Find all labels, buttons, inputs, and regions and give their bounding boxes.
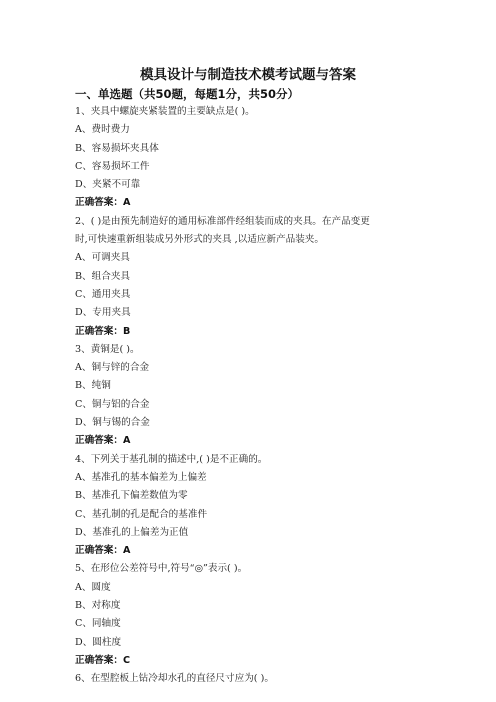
question-text: 6、在型腔板上钻冷却水孔的直径尺寸应为( )。 <box>75 673 274 685</box>
correct-answer: 正确答案：A <box>75 435 131 447</box>
answer-option: C、铜与铝的合金 <box>75 398 150 410</box>
question-text: 时,可快速重新组装成另外形式的夹具 ,以适应新产品装夹。 <box>75 234 324 246</box>
answer-option: B、基准孔下偏差数值为零 <box>75 490 188 502</box>
correct-answer: 正确答案：B <box>75 325 131 337</box>
answer-option: D、铜与锡的合金 <box>75 417 150 429</box>
answer-option: B、组合夹具 <box>75 270 131 282</box>
question-list <box>75 103 430 689</box>
answer-option: D、基准孔的上偏差为正值 <box>75 526 189 538</box>
correct-answer: 正确答案：A <box>75 545 131 557</box>
answer-option: C、容易损坏工件 <box>75 160 150 172</box>
answer-option: B、容易损坏夹具体 <box>75 142 159 154</box>
correct-answer: 正确答案：C <box>75 654 131 666</box>
correct-answer: 正确答案：A <box>75 197 131 209</box>
section-heading: 一、单选题（共50题，每题1分，共50分） <box>75 87 300 101</box>
question-text: 4、下列关于基孔制的描述中,( )是不正确的。 <box>75 453 268 465</box>
answer-option: B、纯铜 <box>75 380 111 392</box>
answer-option: C、基孔制的孔是配合的基准件 <box>75 508 208 520</box>
question-text: 5、在形位公差符号中,符号“◎”表示( )。 <box>75 563 248 575</box>
document-title: 模具设计与制造技术模考试题与答案 <box>140 67 356 83</box>
answer-option: A、圆度 <box>75 581 111 593</box>
answer-option: A、可调夹具 <box>75 252 130 264</box>
answer-option: B、对称度 <box>75 600 121 612</box>
answer-option: D、专用夹具 <box>75 307 131 319</box>
answer-option: D、圆柱度 <box>75 636 122 648</box>
question-text: 1、夹具中螺旋夹紧装置的主要缺点是( )。 <box>75 106 255 117</box>
question-text: 3、黄铜是( )。 <box>75 343 140 355</box>
answer-option: A、费时费力 <box>75 124 130 136</box>
answer-option: A、基准孔的基本偏差为上偏差 <box>75 471 207 483</box>
answer-option: D、夹紧不可靠 <box>75 179 141 191</box>
answer-option: A、铜与锌的合金 <box>75 362 150 374</box>
answer-option: C、同轴度 <box>75 618 121 630</box>
question-text: 2、( )是由预先制造好的通用标准部件经组装而成的夹具。在产品变更 <box>75 215 370 227</box>
answer-option: C、通用夹具 <box>75 288 131 300</box>
